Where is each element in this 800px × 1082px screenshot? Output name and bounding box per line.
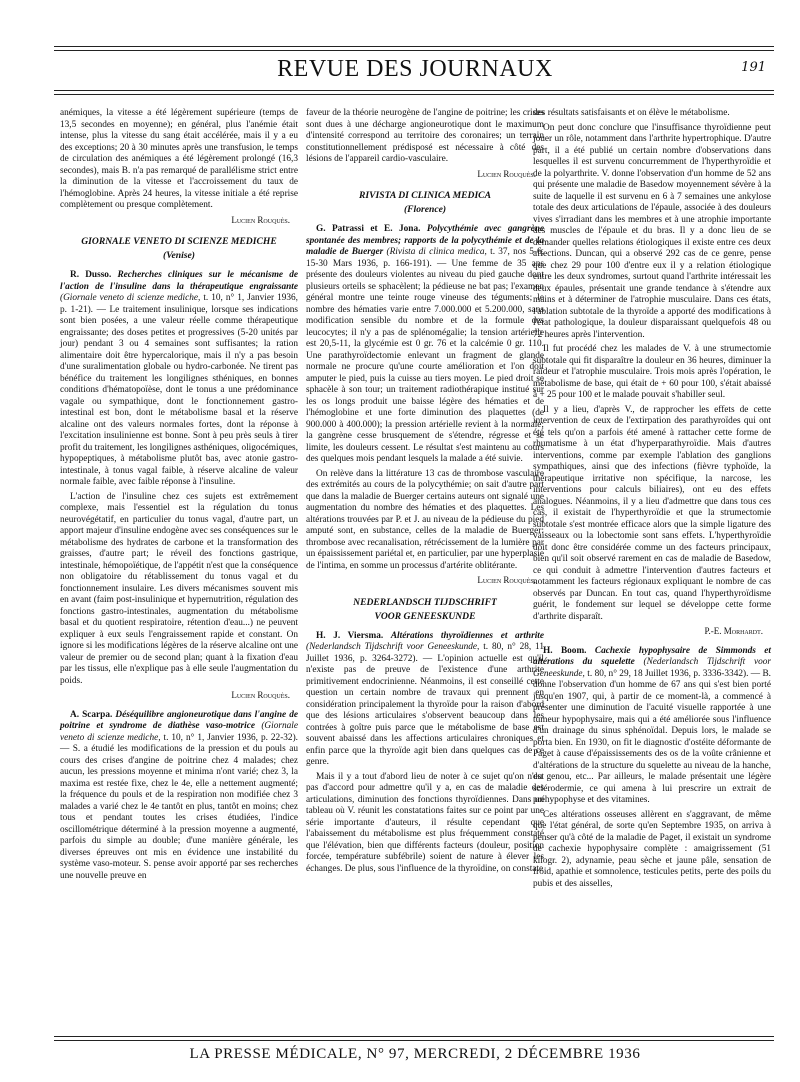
article-reference: t. 10, n° 1, Janvier 1936, p. 1-21). —	[60, 293, 298, 315]
page-footer: LA PRESSE MÉDICALE, N° 97, MERCREDI, 2 DÉCEMBRE 1936	[189, 1046, 641, 1062]
article-title: Altérations thyroïdiennes et arthrite	[390, 630, 544, 641]
article-title: Cachexie hypophysaire de Simmonds et altérations du squelette	[533, 645, 771, 667]
footer-rule-thin	[54, 1040, 774, 1041]
article-title: Recherches cliniques sur le mécanisme de l'action de l'insuline dans la thérapeutique engraissante	[60, 270, 298, 292]
article-author: H. Boom.	[543, 645, 587, 656]
paragraph: Mais il y a tout d'abord lieu de noter à ce sujet qu'on n'est pas d'accord pour admettre qu'il y a, en cas de maladie des articulations, diminution des fonctions thyroïdiennes. Dans un tableau où V. réunit les constatations faites sur ce point par une série importante d'auteurs, il résulte cependant que l'abaissement du métabolisme est plus fréquemment constaté que l'élévation, bien que différents facteurs (douleur, position forcée, température subfébrile) soient de nature à élever les échanges. De plus, sous l'influence de la thyroïdine, on constate	[306, 771, 544, 874]
article-reference: t. 80, n° 29, 18 Juillet 1936, p. 3336-3342). —	[587, 668, 761, 679]
paragraph: des résultats satisfaisants et on élève le métabolisme.	[533, 108, 730, 118]
article-author: R. Dusso.	[70, 270, 112, 280]
top-rule	[54, 46, 774, 47]
article-source: (Nederlandsch Tijdschrift voor Geneeskunde,	[533, 657, 772, 679]
article-source: (Giornale veneto di scienze mediche,	[60, 293, 201, 303]
signature: P.-E. Morhardt.	[704, 626, 763, 636]
paragraph: Il fut procédé chez les malades de V. à une strumectomie subtotale qui fit disparaître la douleur en 36 heures, diminuer la raideur et l'atrophie musculaire. Trois mois après l'opération, le métabolisme de base, qui était de + 60 pour 100, s'était abaissé à + 25 pour 100 et le malade pouvait s'habiller seul.	[533, 344, 771, 400]
article-title: Déséquilibre angioneurotique dans l'angine de poitrine et syndrome de diathèse vaso-motrice	[60, 709, 299, 731]
article-body: L'opinion actuelle est qu'il n'existe pas de preuve de l'existence d'une arthrite primitivement endocrinienne. Néanmoins, il est conseillé cette question un certain nombre de travaux qui prennent en considération principalement la thyroïde pour la raison d'abord que des lésions articulaires s'observent beaucoup dans les contrées à goître puis parce que le métabolisme de base est souvent abaissé dans les affections articulaires chroniques et enfin parce que la thyroïde agit bien dans quelques cas de ce genre.	[306, 653, 544, 767]
column-3	[533, 108, 771, 893]
article-header	[306, 224, 544, 466]
journal-title: RIVISTA DI CLINICA MEDICA	[359, 190, 491, 201]
article-body: B. donne l'observation d'un homme de 67 ans qui s'est bien porté jusqu'en 1907, qui, à partir de ce moment-là, a commencé à présenter une diminution de l'acuité visuelle rapportée à une tumeur hypophysaire, mais qui a été améliorée sous l'influence d'un drainage du sinus sphénoïdal. Depuis lors, le malade se porta bien. En 1930, on fit le diagnostic d'ostéite déformante de Paget à cause d'épaississements des os de la voûte crânienne et d'altérations de la structure du squelette au niveau de la hanche, du genou, etc... Par ailleurs, le malade présentait une légère sclérodermie, ce qui amena à lui prescrire un extrait de préhypophyse et des vitamines.	[533, 668, 772, 805]
masthead-rule-thin	[54, 94, 774, 95]
signature: Lucien Rouquès.	[231, 214, 290, 225]
article-title: Polycythémie avec gangrène spontanée des membres; rapports de la polycythémie et de la maladie de Buerger	[306, 224, 544, 257]
article-author: H. J. Viersma.	[316, 630, 384, 641]
article-source: (Giornale veneto di scienze mediche,	[60, 721, 298, 743]
article-body: S. a étudié les modifications de la pression et du pouls au cours des crises d'angine de poitrine chez 4 malades; chez aucun, les pressions moyenne et minima n'ont varié; chez 3, la maxima est restée fixe, chez le 4e, elle a nettement augmenté; la fréquence du pouls et de la respiration non modifiée chez 3 malades a varié chez le 4e tantôt en plus, tantôt en moins; chez tous et pendant toutes les crises étudiées, l'indice oscillométrique déterminé à la pression moyenne a augmenté, parfois du simple au double; d'une manière générale, les diverses épreuves ont mis en évidence une instabilité du système vaso-moteur. S. pense avoir apporté par ses recherches une nouvelle preuve en	[60, 744, 298, 881]
article-source: (Nederlandsch Tijdschrift voor Geneeskunde,	[306, 642, 480, 652]
article-body: Une femme de 35 ans présente des douleurs violentes au niveau du pied gauche dont plusieurs orteils se sphacèlent; la pédieuse ne bat pas; l'examen général montre une teinte rouge vineuse des téguments; le nombre des hématies varie entre 7.000.000 et 5.200.000, sans modification sensible du nombre et de la formule des leucocytes; il n'y a pas de splénomégalie; la tension artérielle est 20,5-11, la glycémie est 0 gr. 76 et la calcémie 0 gr. 110. Une parathyroïdectomie enlevant un fragment de glande normale ne procure qu'une courte amélioration et l'on doit amputer le pied, puis la cuisse au tiers moyen. Le pied droit se sphacèle à son tour; un traitement radiothérapique institué sur les os longs produit une baisse légère des hématies et de l'hémoglobine et une forte diminution des plaquettes (de 900.000 à 400.000); la pression artérielle revient à la normale; la gangrène cesse brusquement de s'étendre, régresse et se limite, les douleurs cessent. Le résultat s'est maintenu au cours des quelques mois pendant lesquels la malade a été suivie.	[306, 258, 544, 464]
article-header	[306, 631, 544, 769]
paragraph: Ces altérations osseuses allèrent en s'aggravant, de même que l'état général, de sorte qu'en Septembre 1935, on arriva à penser qu'à côté de la maladie de Paget, il existait un syndrome de cachexie hypophysaire complète : amaigrissement (51 kilogr. 2), adynamie, peau sèche et jaune pâle, sensation de froid, apathie et somnolence, testicules petits, perte des poils du pubis et des aisselles,	[533, 809, 771, 889]
journal-title: GIORNALE VENETO DI SCIENZE MEDICHE	[81, 236, 277, 247]
paragraph: anémiques, la vitesse a été légèrement supérieure (temps de 13,5 secondes en moyenne); en général, plus l'anémie était intense, plus la vitesse du sang était accélérée, mais il y a eu des exceptions; 20 à 30 minutes après une transfusion, le temps de circulation des anémiques a été légèrement prolongé (16,3 secondes), mais B. n'a pas remarqué de parallélisme strict entre la diminution de la vitesse et l'accroissement du taux de l'hémoglobine. Après 24 heures, la vitesse initiale a été reprise complètement ou presque complètement.	[60, 108, 298, 210]
journal-title: NEDERLANDSCH TIJDSCHRIFT	[353, 596, 497, 608]
column-1	[60, 108, 298, 885]
article-header	[60, 710, 298, 883]
article-reference: t. 10, n° 1, Janvier 1936, p. 22-32). —	[60, 732, 299, 754]
paragraph: On relève dans la littérature 13 cas de thrombose vasculaire des extrémités au cours de la polycythémie; on sait d'autre part que dans la maladie de Buerger certains auteurs ont signalé une augmentation du nombre des hématies et des plaquettes. Les altérations trouvées par P. et J. au niveau de la pédieuse du pied amputé sont, en substance, celles de la maladie de Buerger: thrombose avec recanalisation, rétrécissement de la lumière par un épaississement pariétal et, en particulier, par une hyperplasie de l'intima, en somme un processus d'artérite oblitérante.	[306, 468, 544, 571]
signature: Lucien Rouquès.	[231, 690, 290, 700]
article-source: (Rivista di clinica medica,	[386, 247, 487, 257]
article-reference: t. 80, n° 28, 11 Juillet 1936, p. 3264-3272). —	[306, 642, 544, 664]
top-rule-thin	[54, 50, 774, 51]
article-header	[533, 646, 771, 807]
article-header	[60, 270, 298, 489]
paragraph: faveur de la théorie neurogène de l'angine de poitrine; les crises sont dues à une décharge angioneurotique dont le maximum d'intensité correspond au territoire des coronaires; un terrain constitutionnellement prédisposé est nécessaire à côté des lésions de l'appareil cardio-vasculaire.	[306, 108, 544, 164]
signature: Lucien Rouquès.	[477, 168, 536, 179]
paragraph: Il y a lieu, d'après V., de rapprocher les effets de cette intervention de ceux de l'extirpation des parathyroïdes qui ont été tels qu'on a parfois été amené à rattacher cette forme de rhumatisme à un état d'hyperparathyroïdie. Mais d'autres interventions, comme par exemple l'ablation des ganglions sympathiques, ainsi que des infections (fièvre typhoïde, la thérapeutique irritative non spécifique, la narcose, les interventions pour calculs biliaires), ont eu des effets analogues. Néanmoins, il y a lieu d'admettre que dans tous ces cas, il existait de l'hyperthyroïdie et que la strumectomie subtotale s'est montrée efficace alors que la simple ligature des vaisseaux ou la lobectomie sont sans effets. L'hyperthyroïdie doit donc être considérée comme un des facteurs principaux, bien qu'il soit observé rarement en cas de maladie de Basedow, ce qui conduit à admettre l'intervention d'autres facteurs et notamment les facteurs régionaux expliquant le nombre de cas observés par Duncan. En tout cas, quand l'hyperthyroïdisme guérit, le fondement sur lequel se développe cette forme d'arthrite disparaît.	[533, 404, 771, 622]
masthead	[60, 56, 770, 82]
journal-city: (Venise)	[163, 250, 195, 261]
journal-subtitle: VOOR GENEESKUNDE	[374, 610, 476, 622]
signature: Lucien Rouquès.	[477, 575, 536, 585]
paragraph: L'action de l'insuline chez ces sujets est extrêmement complexe, mais l'essentiel est la régulation du tonus neurovégétatif, en particulier du tonus vagal, d'autre part, un apport majeur d'insuline endogène avec ses conséquences sur le métabolisme des hydrates de carbone et la transformation des graisses, d'autre part; le réveil des fonctions gastrique, intestinale, hémopoïétique, de l'appétit n'est que la conséquence non obligatoire du rétablissement du tonus vagal et du fonctionnement insulaire. Les divers mécanismes souvent mis en avant (faim post-insulinique et hypernutrition, régulation des fonctions gastro-intestinales, augmentation du métabolisme basal et du quotient respiratoire, rétention d'eau...) ne peuvent expliquer à eux seuls l'engraissement rapide et constant. On ignore si les modifications légères de la réserve alcaline ont une valeur de premier ou de second plan; quant à la fixation d'eau par les tissus, elle n'explique pas à elle seule l'augmentation du poids.	[60, 491, 298, 686]
masthead-rule	[54, 90, 774, 91]
masthead-title: REVUE DES JOURNAUX	[277, 56, 553, 82]
article-body: Le traitement insulinique, lorsque ses indications sont bien posées, a une valeur réelle comme thérapeutique engraissante; des doses petites et progressives (5-20 unités par jour) pendant 3 ou 4 semaines sont suffisantes; la ration alimentaire doit être hypercalorique, mais il n'y a pas besoin d'une suralimentation globale ou hydro-carbonée. Ne tirent pas bénéfice du traitement les longilignes sthéniques, en bonnes conditions d'hématopoïèse, dont le tonus a une prédominance vagale ou sympathique, dont le fonctionnement gastro-intestinal est bon, dont le métabolisme basal et la réserve alcaline ont des valeurs normales fortes, dont la réponse à l'excitation insulinienne est bonne. Sont à peu près seuls à tirer profit du traitement, les longilignes asthéniques, oligocémiques, hypopeptiques, à métabolisme plutôt bas, avec atonie gastro-intestinale, à tonus vagal faible, à réserve alcaline de valeur normale faible, avec faible réponse à l'insuline.	[60, 304, 298, 487]
footer-rule	[54, 1036, 774, 1037]
paragraph: On peut donc conclure que l'insuffisance thyroïdienne peut jouer un rôle, notamment dans l'arthrite hypertrophique. D'autre part, il a été publié un certain nombre d'observations dans lesquelles il est survenu concurremment de l'hyperthyroïdie et de la polyarthrite. V. donne l'observation d'un homme de 52 ans qui présente une maladie de Basedow moyennement sévère à la suite de laquelle il est survenu en 6 à 7 semaines une ankylose totale des deux articulations de l'épaule, associée à des douleurs vives s'irradiant dans les membres et à une atrophie importante des muscles de l'épaule et du bras. Il y a donc lieu de se demander quelles relations étiologiques il existe entre ces deux affections. Duncan, qui a observé 292 cas de ce genre, pense que chez 29 pour 100 d'entre eux il y a relation étiologique entre les deux syndromes, surtout quand l'arthrite intéressait les deux épaules, présentait une grande tendance à s'étendre aux mains et à déterminer de l'atrophie musculaire. Dans ces états, l'ablation subtotale de la thyroïde a apporté des modifications à l'état pathologique, la douleur disparaissant quelquefois 48 ou 72 heures après l'intervention.	[533, 122, 771, 340]
article-reference: t. 37, nos 5-6, 15-30 Mars 1936, p. 166-191). —	[306, 247, 545, 269]
page-number: 191	[741, 60, 766, 75]
column-2	[306, 108, 544, 878]
article-author: A. Scarpa.	[70, 709, 113, 720]
article-author: G. Patrassi et E. Jona.	[316, 224, 421, 234]
journal-city: (Florence)	[403, 204, 447, 215]
